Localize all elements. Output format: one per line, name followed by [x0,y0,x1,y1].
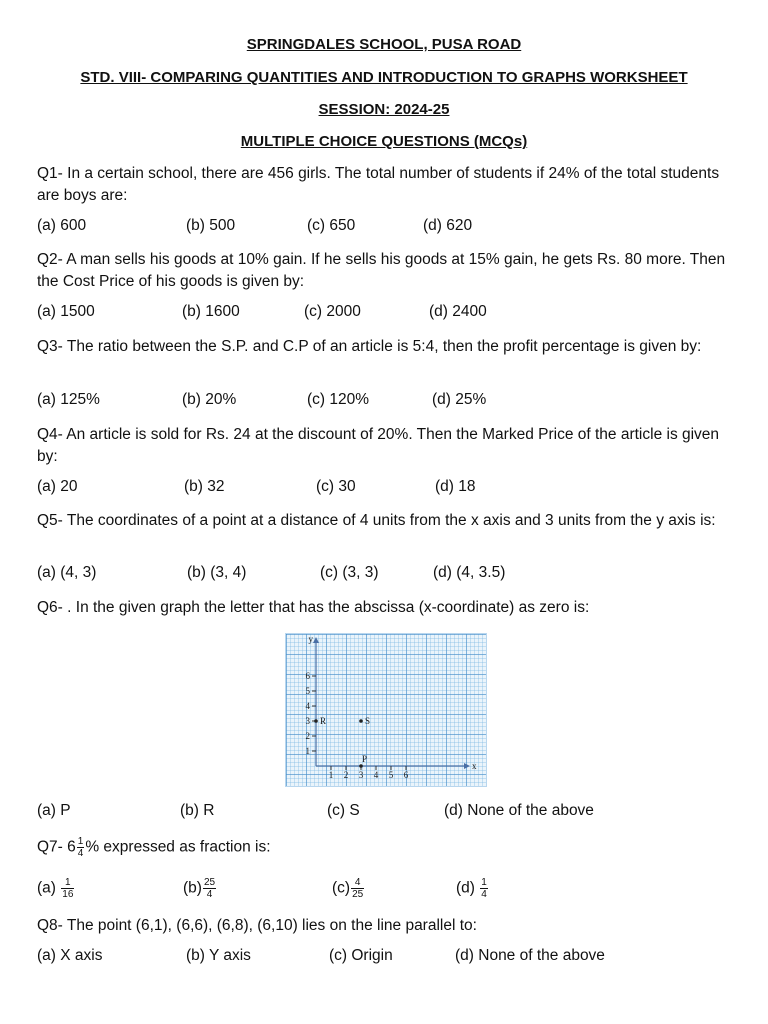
question-3: Q3- The ratio between the S.P. and C.P of an article is 5:4, then the profit percentage is given by: [37,338,702,355]
question-2: Q2- A man sells his goods at 10% gain. If he sells his goods at 15% gain, he gets Rs. 80 more. Then the Cost Price of his goods is given by: [37,251,726,290]
q2-option-d: (d) 2400 [429,303,487,320]
q8-option-b: (b) Y axis [186,947,251,964]
graph-layer [306,634,478,780]
y-tick-label-2: 2 [305,731,310,741]
q3-option-d: (d) 25% [432,391,487,408]
question-8-options [0,947,768,969]
q2-option-b: (b) 1600 [182,303,240,320]
x-tick-label-4: 4 [373,770,379,780]
q1-option-a: (a) 600 [37,217,87,234]
q1-option-c: (c) 650 [307,217,356,234]
point-label-P: P [362,754,368,764]
q2-option-c: (c) 2000 [304,303,361,320]
y-tick-label-1: 1 [305,746,310,756]
question-4: Q4- An article is sold for Rs. 24 at the discount of 20%. Then the Marked Price of the article is given by: [37,426,720,465]
q6-option-d: (d) None of the above [444,802,594,819]
point-R [314,719,318,723]
question-2-options [0,303,768,325]
q5-option-a: (a) (4, 3) [37,564,97,581]
q8-option-d: (d) None of the above [455,947,605,964]
point-label-S: S [365,716,371,726]
q6-option-c: (c) S [327,802,360,819]
q7-option-d-label: (d) [456,879,475,897]
q7-option-d [456,877,489,900]
q4-option-b: (b) 32 [184,478,225,495]
q7-option-b-den: 4 [206,889,213,900]
question-6: Q6- . In the given graph the letter that has the abscissa (x-coordinate) as zero is: [37,599,590,616]
q6-option-a: (a) P [37,802,71,819]
question-7 [37,836,727,859]
q7-prefix: Q7- 6 [37,838,76,856]
y-tick-label-4: 4 [305,701,310,711]
q7-option-d-den: 4 [481,889,487,900]
q7-option-b-fraction [203,877,216,900]
q8-option-a: (a) X axis [37,947,103,964]
x-tick-label-3: 3 [358,770,364,780]
session-line: SESSION: 2024-25 [318,101,450,118]
question-1-options [0,217,768,239]
q7-option-c-den: 25 [352,889,364,900]
q7-mixed-num: 1 [77,836,84,847]
q4-option-c: (c) 30 [316,478,356,495]
q7-option-d-fraction [480,877,488,900]
y-axis-label: y [308,634,313,644]
q8-option-c: (c) Origin [329,947,393,964]
question-8: Q8- The point (6,1), (6,6), (6,8), (6,10) lies on the line parallel to: [37,917,477,934]
q7-option-a-den: 16 [62,889,74,900]
q7-option-a-fraction [61,877,74,900]
q4-option-a: (a) 20 [37,478,78,495]
worksheet-title: STD. VIII- COMPARING QUANTITIES AND INTRODUCTION TO GRAPHS WORKSHEET [80,69,688,86]
q7-option-a [37,877,75,900]
question-5-options [0,564,768,586]
x-tick-label-1: 1 [328,770,334,780]
q7-option-b [183,877,217,900]
y-tick-label-6: 6 [305,671,310,681]
q3-option-a: (a) 125% [37,391,100,408]
question-1: Q1- In a certain school, there are 456 girls. The total number of students if 24% of the total students are boys are: [37,165,720,204]
x-tick-label-5: 5 [388,770,394,780]
section-heading: MULTIPLE CHOICE QUESTIONS (MCQs) [240,133,528,150]
q7-option-b-num: 25 [203,877,216,888]
q3-option-b: (b) 20% [182,391,237,408]
y-tick-label-5: 5 [305,686,310,696]
q7-mixed-fraction [77,836,85,859]
point-S [359,719,363,723]
question-6-options [0,802,768,824]
question-5: Q5- The coordinates of a point at a distance of 4 units from the x axis and 3 units from the y axis is: [37,512,716,529]
q1-option-d: (d) 620 [423,217,473,234]
x-axis-arrow [464,763,470,769]
x-tick-label-6: 6 [403,770,409,780]
q5-option-b: (b) (3, 4) [187,564,247,581]
q5-option-d: (d) (4, 3.5) [433,564,506,581]
q4-option-d: (d) 18 [435,478,476,495]
y-axis-arrow [313,637,319,643]
school-name: SPRINGDALES SCHOOL, PUSA ROAD [246,36,522,53]
q7-option-c-label: (c) [332,879,351,897]
point-P [359,764,363,768]
graph-svg [286,634,486,786]
point-label-R: R [320,716,327,726]
y-tick-label-3: 3 [305,716,310,726]
x-tick-label-2: 2 [343,770,349,780]
question-3-options [0,391,768,413]
q7-option-a-num: 1 [61,877,74,889]
q7-mixed-den: 4 [77,848,84,859]
coordinate-graph [285,633,487,787]
q6-option-b: (b) R [180,802,215,819]
q7-option-c-fraction [351,877,364,900]
q7-option-c-num: 4 [351,877,364,889]
x-axis-label: x [472,761,477,771]
q3-option-c: (c) 120% [307,391,370,408]
q7-option-d-num: 1 [481,877,487,888]
q7-option-a-label: (a) [37,879,56,897]
q7-option-c [332,877,365,900]
q1-option-b: (b) 500 [186,217,236,234]
question-7-options [0,877,768,905]
q2-option-a: (a) 1500 [37,303,95,320]
q7-suffix: % expressed as fraction is: [85,838,271,856]
q5-option-c: (c) (3, 3) [320,564,379,581]
q7-option-b-label: (b) [183,879,202,897]
question-4-options [0,478,768,500]
